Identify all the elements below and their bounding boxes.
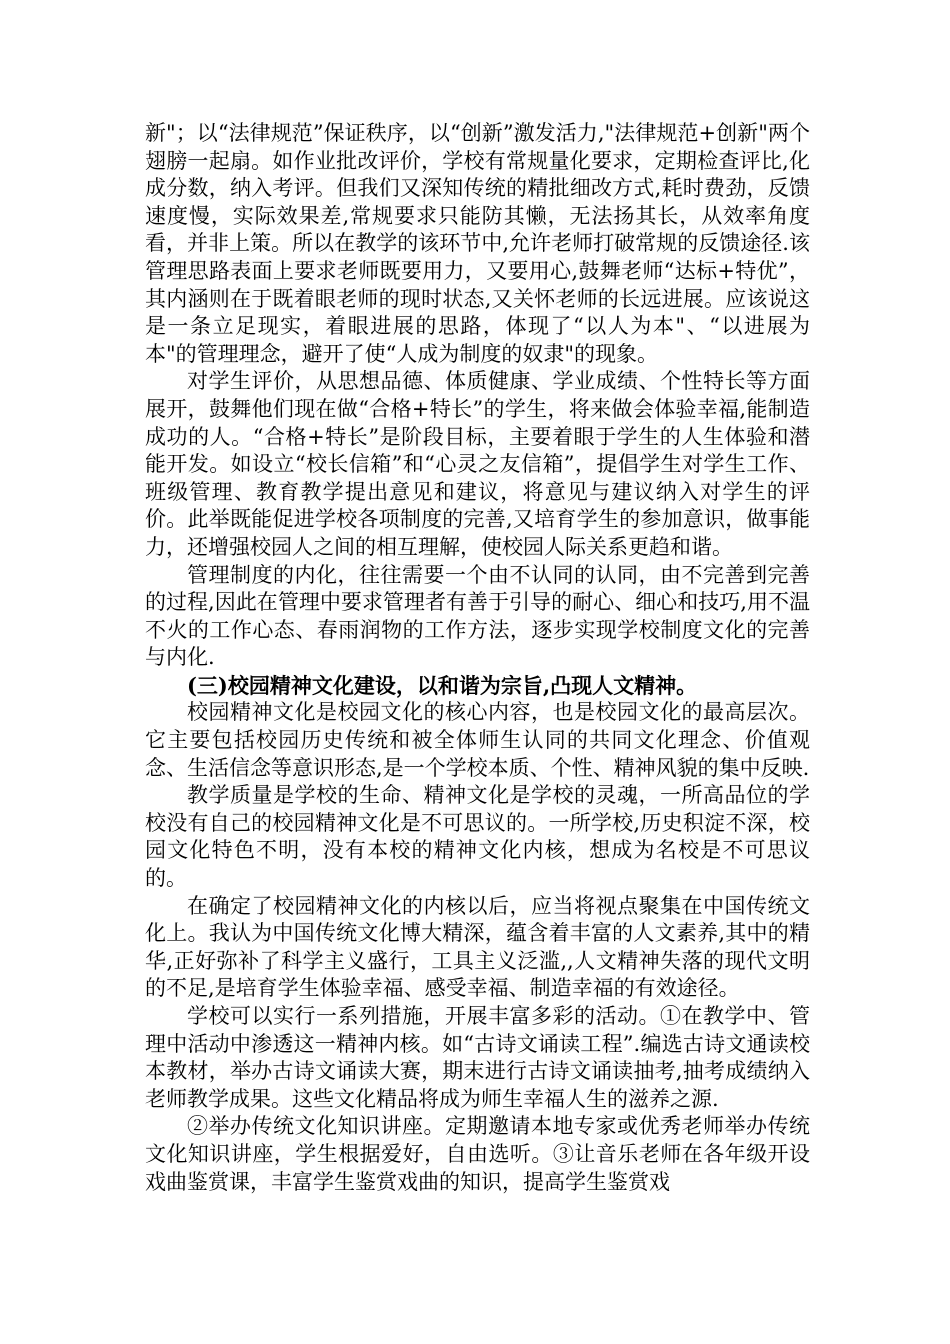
section-heading: (三)校园精神文化建设，以和谐为宗旨,凸现人文精神。 bbox=[187, 672, 698, 698]
paragraph: 校园精神文化是校园文化的核心内容，也是校园文化的最高层次。它主要包括校园历史传统和被全体师生认同的共同文化理念、价值观念、生活信念等意识形态,是一个学校本质、个性、精神风貌的集中反映. bbox=[145, 700, 810, 780]
paragraph: ②举办传统文化知识讲座。定期邀请本地专家或优秀老师举办传统文化知识讲座，学生根据爱好，自由选听。③让音乐老师在各年级开设戏曲鉴赏课，丰富学生鉴赏戏曲的知识，提高学生鉴赏戏 bbox=[145, 1114, 810, 1194]
paragraph: 教学质量是学校的生命、精神文化是学校的灵魂，一所高品位的学校没有自己的校园精神文化是不可思议的。一所学校,历史积淀不深，校园文化特色不明，没有本校的精神文化内核，想成为名校是不可思议的。 bbox=[145, 783, 810, 891]
paragraph: 在确定了校园精神文化的内核以后，应当将视点聚集在中国传统文化上。我认为中国传统文化博大精深，蕴含着丰富的人文素养,其中的精华,正好弥补了科学主义盛行，工具主义泛滥,,人文精神失落的现代文明的不足,是培育学生体验幸福、感受幸福、制造幸福的有效途径。 bbox=[145, 893, 810, 1001]
document-page bbox=[145, 120, 810, 1196]
paragraph: 管理制度的内化，往往需要一个由不认同的认同，由不完善到完善的过程,因此在管理中要求管理者有善于引导的耐心、细心和技巧,用不温不火的工作心态、春雨润物的工作方法，逐步实现学校制度文化的完善与内化. bbox=[145, 562, 810, 670]
paragraph: 新"；以“法律规范”保证秩序，以“创新”激发活力,"法律规范+创新"两个翅膀一起扇。如作业批改评价，学校有常规量化要求，定期检查评比,化成分数，纳入考评。但我们又深知传统的精批细改方式,耗时费劲，反馈速度慢，实际效果差,常规要求只能防其懒，无法扬其长，从效率角度看，并非上策。所以在教学的该环节中,允许老师打破常规的反馈途径.该管理思路表面上要求老师既要用力，又要用心,鼓舞老师“达标+特优”，其内涵则在于既着眼老师的现时状态,又关怀老师的长远进展。应该说这是一条立足现实，着眼进展的思路，体现了“以人为本"、“以进展为本"的管理理念，避开了使“人成为制度的奴隶"的现象。 bbox=[145, 121, 810, 366]
paragraph: 学校可以实行一系列措施，开展丰富多彩的活动。①在教学中、管理中活动中渗透这一精神内核。如“古诗文诵读工程”.编选古诗文通读校本教材，举办古诗文诵读大赛，期末进行古诗文诵读抽考,抽考成绩纳入老师教学成果。这些文化精品将成为师生幸福人生的滋养之源. bbox=[145, 1004, 810, 1111]
paragraph: 对学生评价，从思想品德、体质健康、学业成绩、个性特长等方面展开，鼓舞他们现在做“合格+特长”的学生，将来做会体验幸福,能制造成功的人。“合格+特长”是阶段目标，主要着眼于学生的人生体验和潜能开发。如设立“校长信箱”和“心灵之友信箱”，提倡学生对学生工作、班级管理、教育教学提出意见和建议，将意见与建议纳入对学生的评价。此举既能促进学校各项制度的完善,又培育学生的参加意识，做事能力，还增强校园人之间的相互理解，使校园人际关系更趋和谐。 bbox=[145, 369, 810, 559]
